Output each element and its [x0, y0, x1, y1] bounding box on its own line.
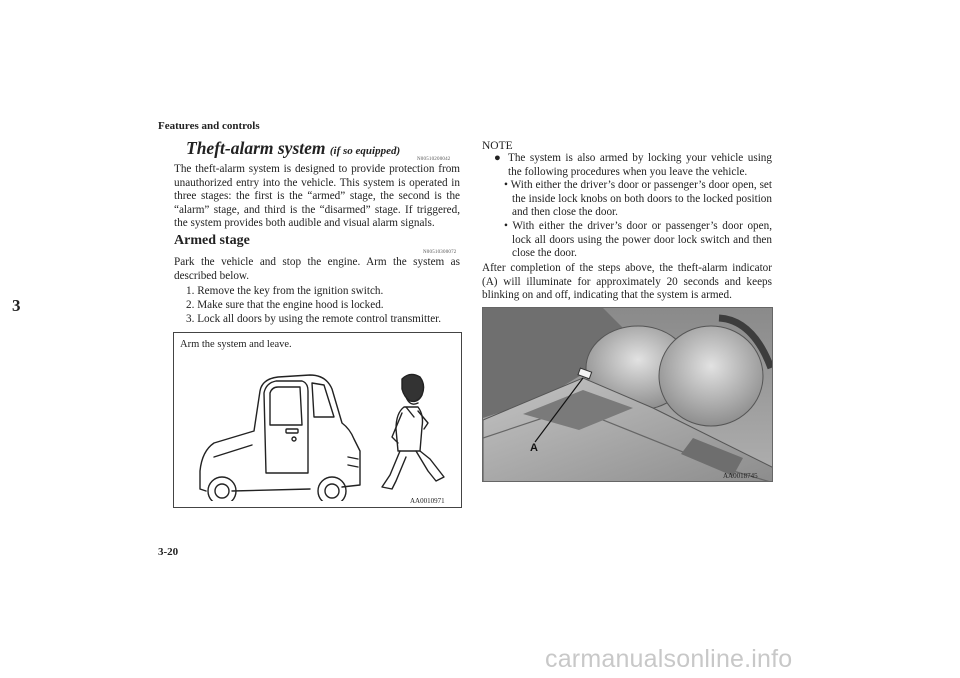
figure-code: AA0010971: [410, 497, 445, 505]
bullet-dot-icon: ●: [494, 152, 501, 164]
step-item: 1. Remove the key from the ignition switch.: [186, 285, 384, 297]
car-and-person-illustration: [192, 367, 462, 501]
figure-indicator-location: [482, 307, 773, 482]
note-bullet-text: The system is also armed by locking your vehicle using the following procedures when you leave the vehicle.: [508, 152, 772, 178]
after-paragraph: After completion of the steps above, the theft-alarm indicator (A) will illuminate for approximately 20 seconds and keeps blinking on and off, indicating that the system is armed.: [482, 262, 772, 302]
indicator-label: A: [530, 442, 538, 454]
section-title: [186, 138, 400, 159]
subsection-intro: Park the vehicle and stop the engine. Arm the system as described below.: [174, 256, 460, 282]
figure-arm-system: [173, 332, 462, 508]
page-number: 3-20: [158, 546, 179, 558]
section-title-text: Theft-alarm system: [186, 138, 326, 158]
intro-paragraph: The theft-alarm system is designed to provide protection from unauthorized entry into the vehicle. This system is operated in three stages: the first is the “armed” stage, the second is the “alarm” stage, and third is the “disarmed” stage. If triggered, the system provides both audible and visual alarm signals.: [174, 163, 460, 230]
note-bullet: [494, 152, 772, 179]
note-block: [494, 152, 772, 261]
step-item: 2. Make sure that the engine hood is locked.: [186, 299, 384, 311]
step-item: 3. Lock all doors by using the remote control transmitter.: [186, 313, 442, 325]
running-header: Features and controls: [158, 120, 260, 132]
dashboard-illustration: [483, 308, 773, 482]
figure-code: AA0018745: [723, 472, 758, 480]
figure-caption: Arm the system and leave.: [180, 339, 292, 350]
steps-list: [186, 284, 441, 326]
subsection-code: N00510300072: [423, 250, 457, 255]
subsection-title: Armed stage: [174, 233, 250, 248]
note-title: NOTE: [482, 140, 513, 152]
chapter-tab: 3: [12, 296, 21, 315]
watermark: carmanualsonline.info: [545, 645, 793, 673]
sub-bullet: • With either the driver’s door or passenger’s door open, lock all doors using the power door lock switch and then close the door.: [504, 219, 772, 260]
section-title-suffix: (if so equipped): [329, 145, 401, 157]
section-code: N00510200042: [417, 157, 451, 162]
sub-bullet: • With either the driver’s door or passenger’s door open, set the inside lock knobs on both doors to the locked position and then close the door.: [504, 179, 772, 219]
